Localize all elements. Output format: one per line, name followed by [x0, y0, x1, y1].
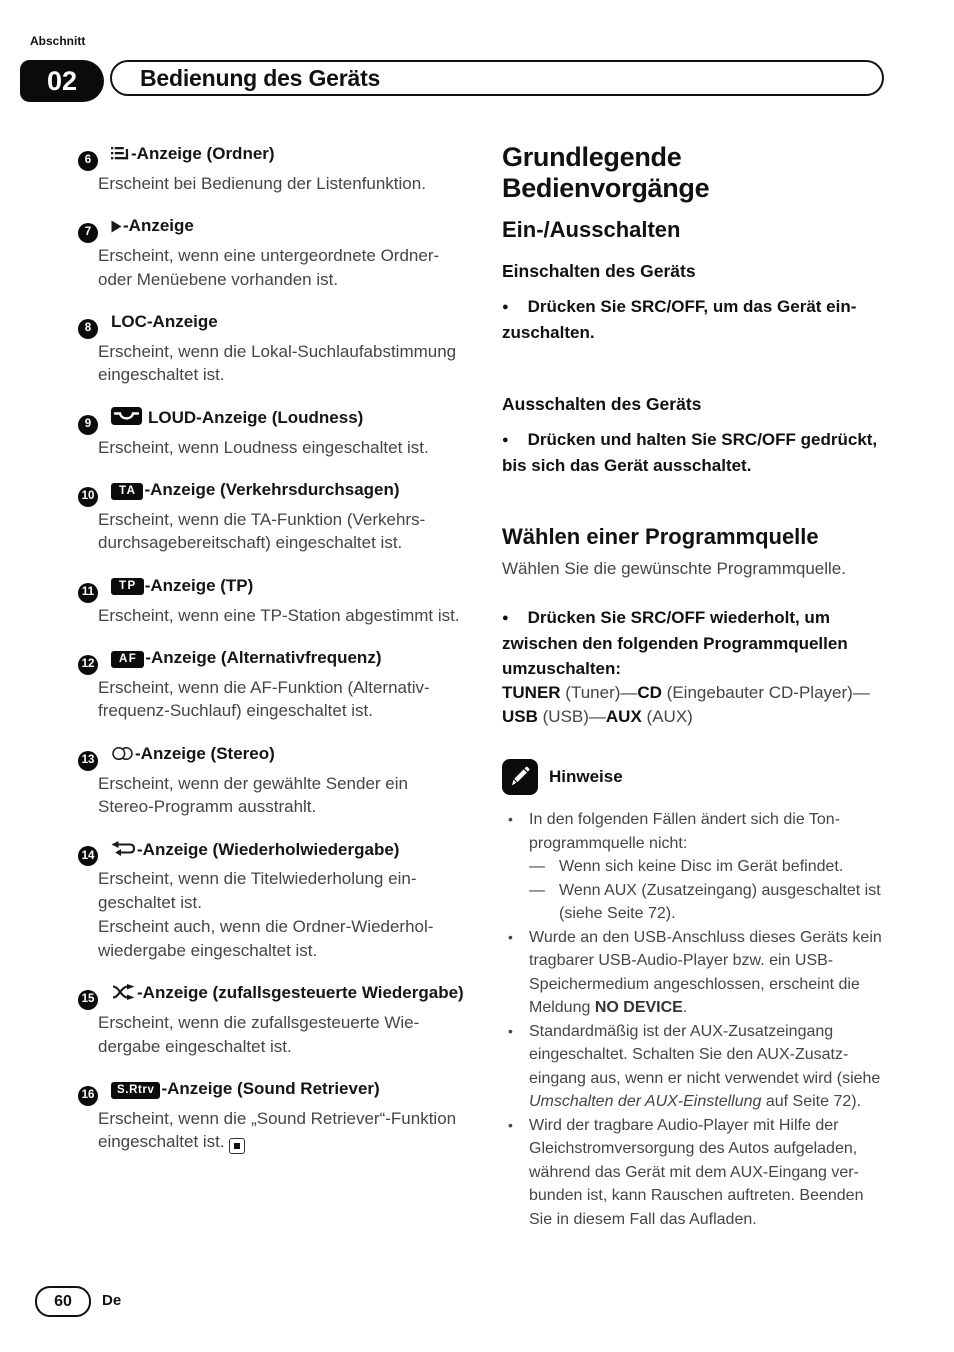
item-heading: -Anzeige (Sound Retriever): [161, 1079, 380, 1098]
section-end-icon: [229, 1138, 245, 1154]
item-heading: -Anzeige (Wiederholwiedergabe): [137, 839, 400, 859]
repeat-icon: [111, 840, 136, 864]
note-text: In den folgenden Fällen ändert sich die Tonprogrammquelle nicht:: [529, 811, 841, 852]
item-number: 9: [78, 415, 98, 435]
main-column: [502, 142, 890, 1231]
source-instruction: ● Drücken Sie SRC/OFF wiederholt, um zwischen den folgenden Programmquellen umzuschalten:: [502, 608, 848, 678]
item-number: 15: [78, 990, 98, 1010]
page-content: [78, 142, 890, 1231]
page-number-badge: 60: [35, 1286, 91, 1317]
source-intro: Wählen Sie die gewünschte Programmquelle.: [502, 559, 846, 578]
note-subitem: — Wenn AUX (Zusatzeingang) ausgeschaltet ist (siehe Seite 72).: [529, 879, 890, 926]
af-indicator-badge: AF: [111, 651, 144, 668]
item-number: 6: [78, 151, 98, 171]
note-text: Wird der tragbare Audio-Player mit Hilfe der Gleichstromversorgung des Autos aufgeladen, während das Gerät mit dem AUX-Eingang verbunden ist, kann Rauschen auftreten. Beenden Sie in diesem Fall das Aufladen.: [529, 1116, 864, 1228]
power-heading: Ein-/Ausschalten: [502, 217, 681, 242]
item-description: Erscheint bei Bedienung der Listenfunktion.: [98, 173, 426, 193]
item-heading: -Anzeige: [123, 216, 194, 236]
note-item: [502, 1020, 890, 1114]
page-header: [0, 60, 884, 102]
main-heading: Grundlegende Bedienvorgänge: [502, 142, 710, 203]
section-number-badge: 02: [20, 60, 104, 102]
section-label: Abschnitt: [30, 34, 86, 48]
bullet-icon: ●: [502, 301, 509, 313]
item-description: Erscheint, wenn Loudness eingeschaltet ist.: [98, 437, 429, 457]
legend-item-12: [78, 646, 468, 723]
language-label: De: [102, 1292, 122, 1309]
sound-retriever-badge: S.Rtrv: [111, 1082, 160, 1099]
chapter-title: Bedienung des Geräts: [140, 64, 381, 91]
dash-marker: —: [529, 881, 545, 899]
item-heading: -Anzeige (Verkehrsdurchsagen): [144, 480, 400, 499]
item-description: Erscheint, wenn die zufallsgesteuerte Wiedergabe eingeschaltet ist.: [98, 1013, 420, 1056]
item-number: 8: [78, 319, 98, 339]
note-item: [502, 808, 890, 926]
bullet-icon: •: [508, 1116, 513, 1133]
legend-item-10: [78, 478, 468, 555]
power-on-instruction: ● Drücken Sie SRC/OFF, um das Gerät einzuschalten.: [502, 297, 857, 342]
note-subitem: — Wenn sich keine Disc im Gerät befindet.: [529, 855, 890, 879]
dash-marker: —: [529, 858, 545, 875]
tp-indicator-badge: TP: [111, 578, 144, 595]
stereo-icon: [111, 744, 134, 768]
item-heading: LOUD-Anzeige (Loudness): [148, 407, 364, 427]
note-item: [502, 926, 890, 1020]
source-sequence: TUNER (Tuner)—CD (Eingebauter CD-Player)—USB (USB)—AUX (AUX): [502, 683, 870, 726]
item-heading: -Anzeige (Alternativfrequenz): [145, 648, 382, 667]
loudness-icon: [111, 407, 142, 432]
item-description: Erscheint, wenn die „Sound Retriever“-Funktion eingeschaltet ist.: [98, 1108, 457, 1152]
bullet-icon: •: [508, 1022, 513, 1039]
notes-header: [502, 759, 890, 795]
power-off-instruction: ● Drücken und halten Sie SRC/OFF gedrückt, bis sich das Gerät ausschaltet.: [502, 430, 878, 475]
item-description: Erscheint, wenn die Titelwiederholung eingeschaltet ist.: [98, 869, 417, 912]
legend-item-7: [78, 214, 468, 291]
legend-item-13: [78, 742, 468, 819]
shuffle-icon: [111, 983, 136, 1007]
play-icon: [111, 216, 122, 240]
item-description: Erscheint, wenn eine TP-Station abgestimmt ist.: [98, 605, 460, 625]
item-number: 12: [78, 655, 98, 675]
legend-item-11: [78, 574, 468, 627]
legend-item-16: [78, 1077, 468, 1154]
power-off-subheading: Ausschalten des Geräts: [502, 394, 702, 414]
item-number: 16: [78, 1086, 98, 1106]
item-description: Erscheint, wenn eine untergeordnete Ordner- oder Menüebene vorhanden ist.: [98, 246, 440, 289]
item-description: Erscheint, wenn die TA-Funktion (Verkehrsdurchsagebereitschaft) eingeschaltet ist.: [98, 509, 426, 553]
item-description: Erscheint, wenn der gewählte Sender ein Stereo-Programm ausstrahlt.: [98, 773, 408, 816]
notes-title: Hinweise: [549, 767, 623, 786]
item-heading: -Anzeige (zufallsgesteuerte Wiedergabe): [137, 983, 464, 1003]
legend-item-9: [78, 406, 468, 459]
notes-list: [502, 808, 890, 1231]
chapter-title-box: [110, 60, 884, 96]
legend-item-15: [78, 981, 468, 1058]
pencil-icon: [502, 759, 538, 795]
list-icon: [111, 144, 130, 168]
item-description-2: Erscheint auch, wenn die Ordner-Wiederholwiedergabe eingeschaltet ist.: [98, 917, 434, 960]
item-heading: -Anzeige (Ordner): [131, 144, 275, 163]
bullet-icon: •: [508, 928, 513, 945]
note-item: [502, 1114, 890, 1232]
bullet-icon: •: [508, 811, 513, 827]
legend-item-14: [78, 838, 468, 963]
legend-item-8: [78, 310, 468, 387]
item-number: 10: [78, 487, 98, 507]
item-number: 11: [78, 583, 98, 603]
legend-item-6: [78, 142, 468, 195]
source-heading: Wählen einer Programmquelle: [502, 524, 819, 549]
item-number: 7: [78, 223, 98, 243]
bullet-icon: ●: [502, 434, 509, 446]
ta-indicator-badge: TA: [111, 483, 143, 500]
item-heading: -Anzeige (Stereo): [135, 743, 275, 763]
note-text: Standardmäßig ist der AUX-Zusatzeingang eingeschaltet. Schalten Sie den AUX-Zusatzeingang aus, wenn er nicht verwendet wird (siehe Umschalten der AUX-Einstellung auf Seite 72).: [529, 1022, 881, 1110]
power-on-subheading: Einschalten des Geräts: [502, 261, 696, 281]
item-heading: -Anzeige (TP): [144, 575, 254, 595]
item-number: 13: [78, 751, 98, 771]
item-number: 14: [78, 846, 98, 866]
bullet-icon: ●: [502, 612, 509, 624]
legend-column: [78, 142, 468, 1231]
item-heading: LOC-Anzeige: [111, 312, 218, 331]
item-description: Erscheint, wenn die Lokal-Suchlaufabstimmung eingeschaltet ist.: [98, 341, 457, 385]
item-description: Erscheint, wenn die AF-Funktion (Alternativfrequenz-Suchlauf) eingeschaltet ist.: [98, 677, 430, 721]
note-text: Wurde an den USB-Anschluss dieses Geräts kein tragbarer USB-Audio-Player bzw. ein USB-Speichermedium angeschlossen, erscheint die Meldung NO DEVICE.: [529, 928, 882, 1016]
